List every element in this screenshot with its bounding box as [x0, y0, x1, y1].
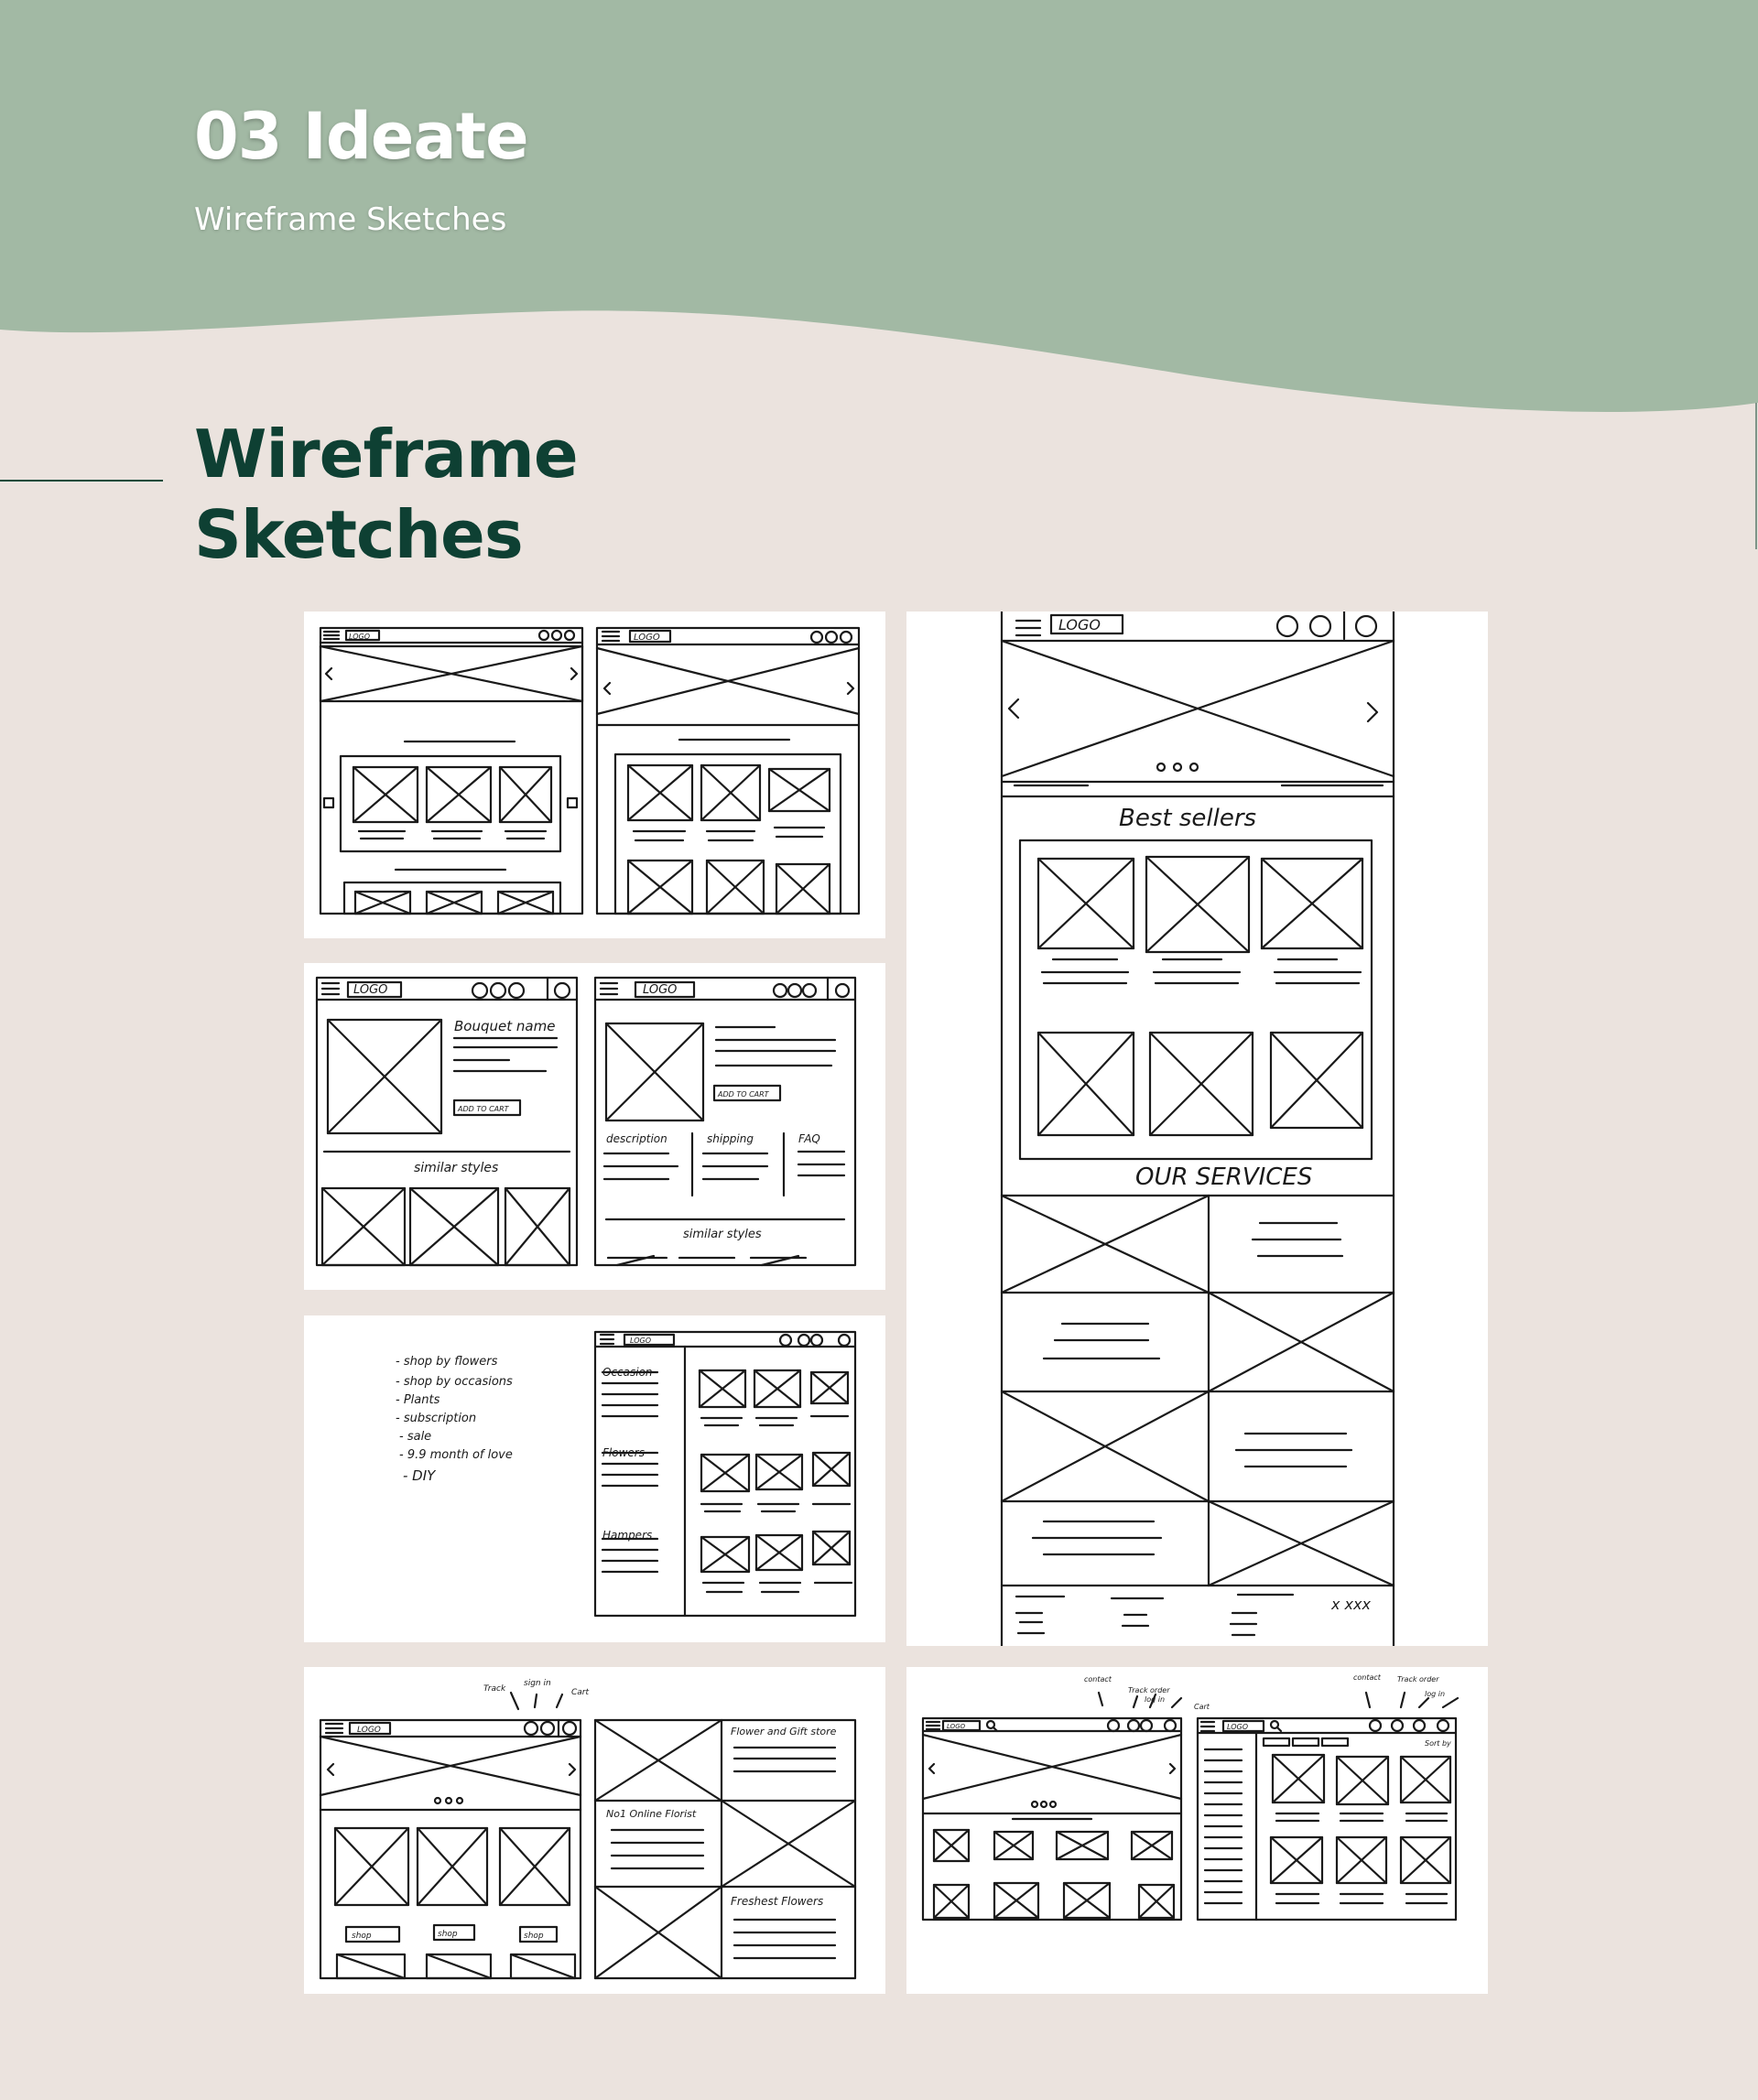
- sketch-panel-category: [304, 1315, 885, 1642]
- sketch-logo-label: LOGO: [357, 1726, 381, 1735]
- sketch-shipping: shipping: [707, 1132, 754, 1145]
- section-title-line-2: Sketches: [194, 496, 523, 573]
- sketch-logo-label: LOGO: [947, 1723, 966, 1730]
- sketch-annotation-track-order: Track order: [1128, 1686, 1170, 1694]
- sketch-panel-annotated-home: [304, 1667, 885, 1994]
- sketch-logo-label: LOGO: [643, 983, 678, 997]
- sketch-panel-annotated-listing: [906, 1667, 1488, 1994]
- sketch-menu-item: - shop by flowers: [396, 1355, 498, 1369]
- section-title-line-1: Wireframe: [194, 416, 578, 493]
- sketch-annotation-cart: Cart: [571, 1688, 590, 1697]
- sketch-similar-styles: similar styles: [683, 1228, 762, 1241]
- sketch-add-to-cart: ADD TO CART: [458, 1105, 509, 1113]
- sketch-menu-item: - shop by occasions: [396, 1375, 513, 1389]
- sketch-footer-mark: x xxx: [1331, 1596, 1371, 1613]
- sketch-menu-item: - subscription: [396, 1412, 477, 1425]
- sketch-flower-gift-store: Flower and Gift store: [731, 1726, 837, 1737]
- sketch-annotation-contact: contact: [1353, 1673, 1381, 1682]
- sketch-best-sellers: Best sellers: [1119, 805, 1257, 832]
- sketch-annotation-log-in: log in: [1425, 1690, 1446, 1698]
- sketch-shop-button: shop: [438, 1930, 458, 1939]
- sketch-panel-mobile-home: [906, 612, 1488, 1646]
- sketch-freshest-flowers: Freshest Flowers: [731, 1895, 824, 1908]
- sketch-menu-item: - DIY: [403, 1467, 436, 1484]
- sketch-annotation-track-order: Track order: [1397, 1675, 1439, 1683]
- sketch-logo-label: LOGO: [353, 983, 388, 997]
- sketch-annotation-cart: Cart: [1194, 1703, 1210, 1711]
- sketch-logo-label: LOGO: [1058, 616, 1101, 633]
- sketch-menu-item: - sale: [399, 1430, 432, 1444]
- sketch-annotation-log-in: log in: [1145, 1695, 1166, 1704]
- sketch-description: description: [606, 1132, 667, 1145]
- sketch-logo-label: LOGO: [349, 633, 371, 641]
- sketch-annotation-contact: contact: [1084, 1675, 1112, 1683]
- sketch-no1-online-florist: No1 Online Florist: [606, 1808, 697, 1820]
- sketch-logo-label: LOGO: [634, 633, 660, 643]
- sketch-panel-home: [304, 612, 885, 938]
- sketch-annotation-track: Track: [483, 1684, 506, 1694]
- hero-subtitle: Wireframe Sketches: [194, 201, 507, 238]
- sketch-panel-product: [304, 963, 885, 1290]
- edge-line: [1755, 403, 1757, 549]
- sketch-logo-label: LOGO: [630, 1337, 652, 1345]
- sketch-bouquet-name: Bouquet name: [454, 1018, 556, 1034]
- sketch-our-services: OUR SERVICES: [1135, 1164, 1313, 1191]
- sketch-filter-occasion: Occasion: [602, 1366, 653, 1379]
- sketch-menu-item: - Plants: [396, 1393, 440, 1407]
- sketch-add-to-cart: ADD TO CART: [718, 1090, 769, 1099]
- sketch-shop-button: shop: [524, 1932, 544, 1941]
- sketch-logo-label: LOGO: [1227, 1723, 1249, 1731]
- sketch-sort-by: Sort by: [1425, 1739, 1451, 1748]
- sketch-menu-item: - 9.9 month of love: [399, 1448, 513, 1462]
- sketch-shop-button: shop: [352, 1932, 372, 1941]
- hero-title: 03 Ideate: [194, 99, 528, 174]
- sketch-filter-flowers: Flowers: [602, 1446, 645, 1459]
- section-title: [194, 414, 578, 575]
- sketch-similar-styles: similar styles: [414, 1161, 499, 1175]
- sketch-filter-hampers: Hampers: [602, 1529, 653, 1542]
- sketch-annotation-sign-in: sign in: [524, 1679, 551, 1688]
- sketch-faq: FAQ: [798, 1132, 820, 1145]
- section-rule: [0, 480, 163, 482]
